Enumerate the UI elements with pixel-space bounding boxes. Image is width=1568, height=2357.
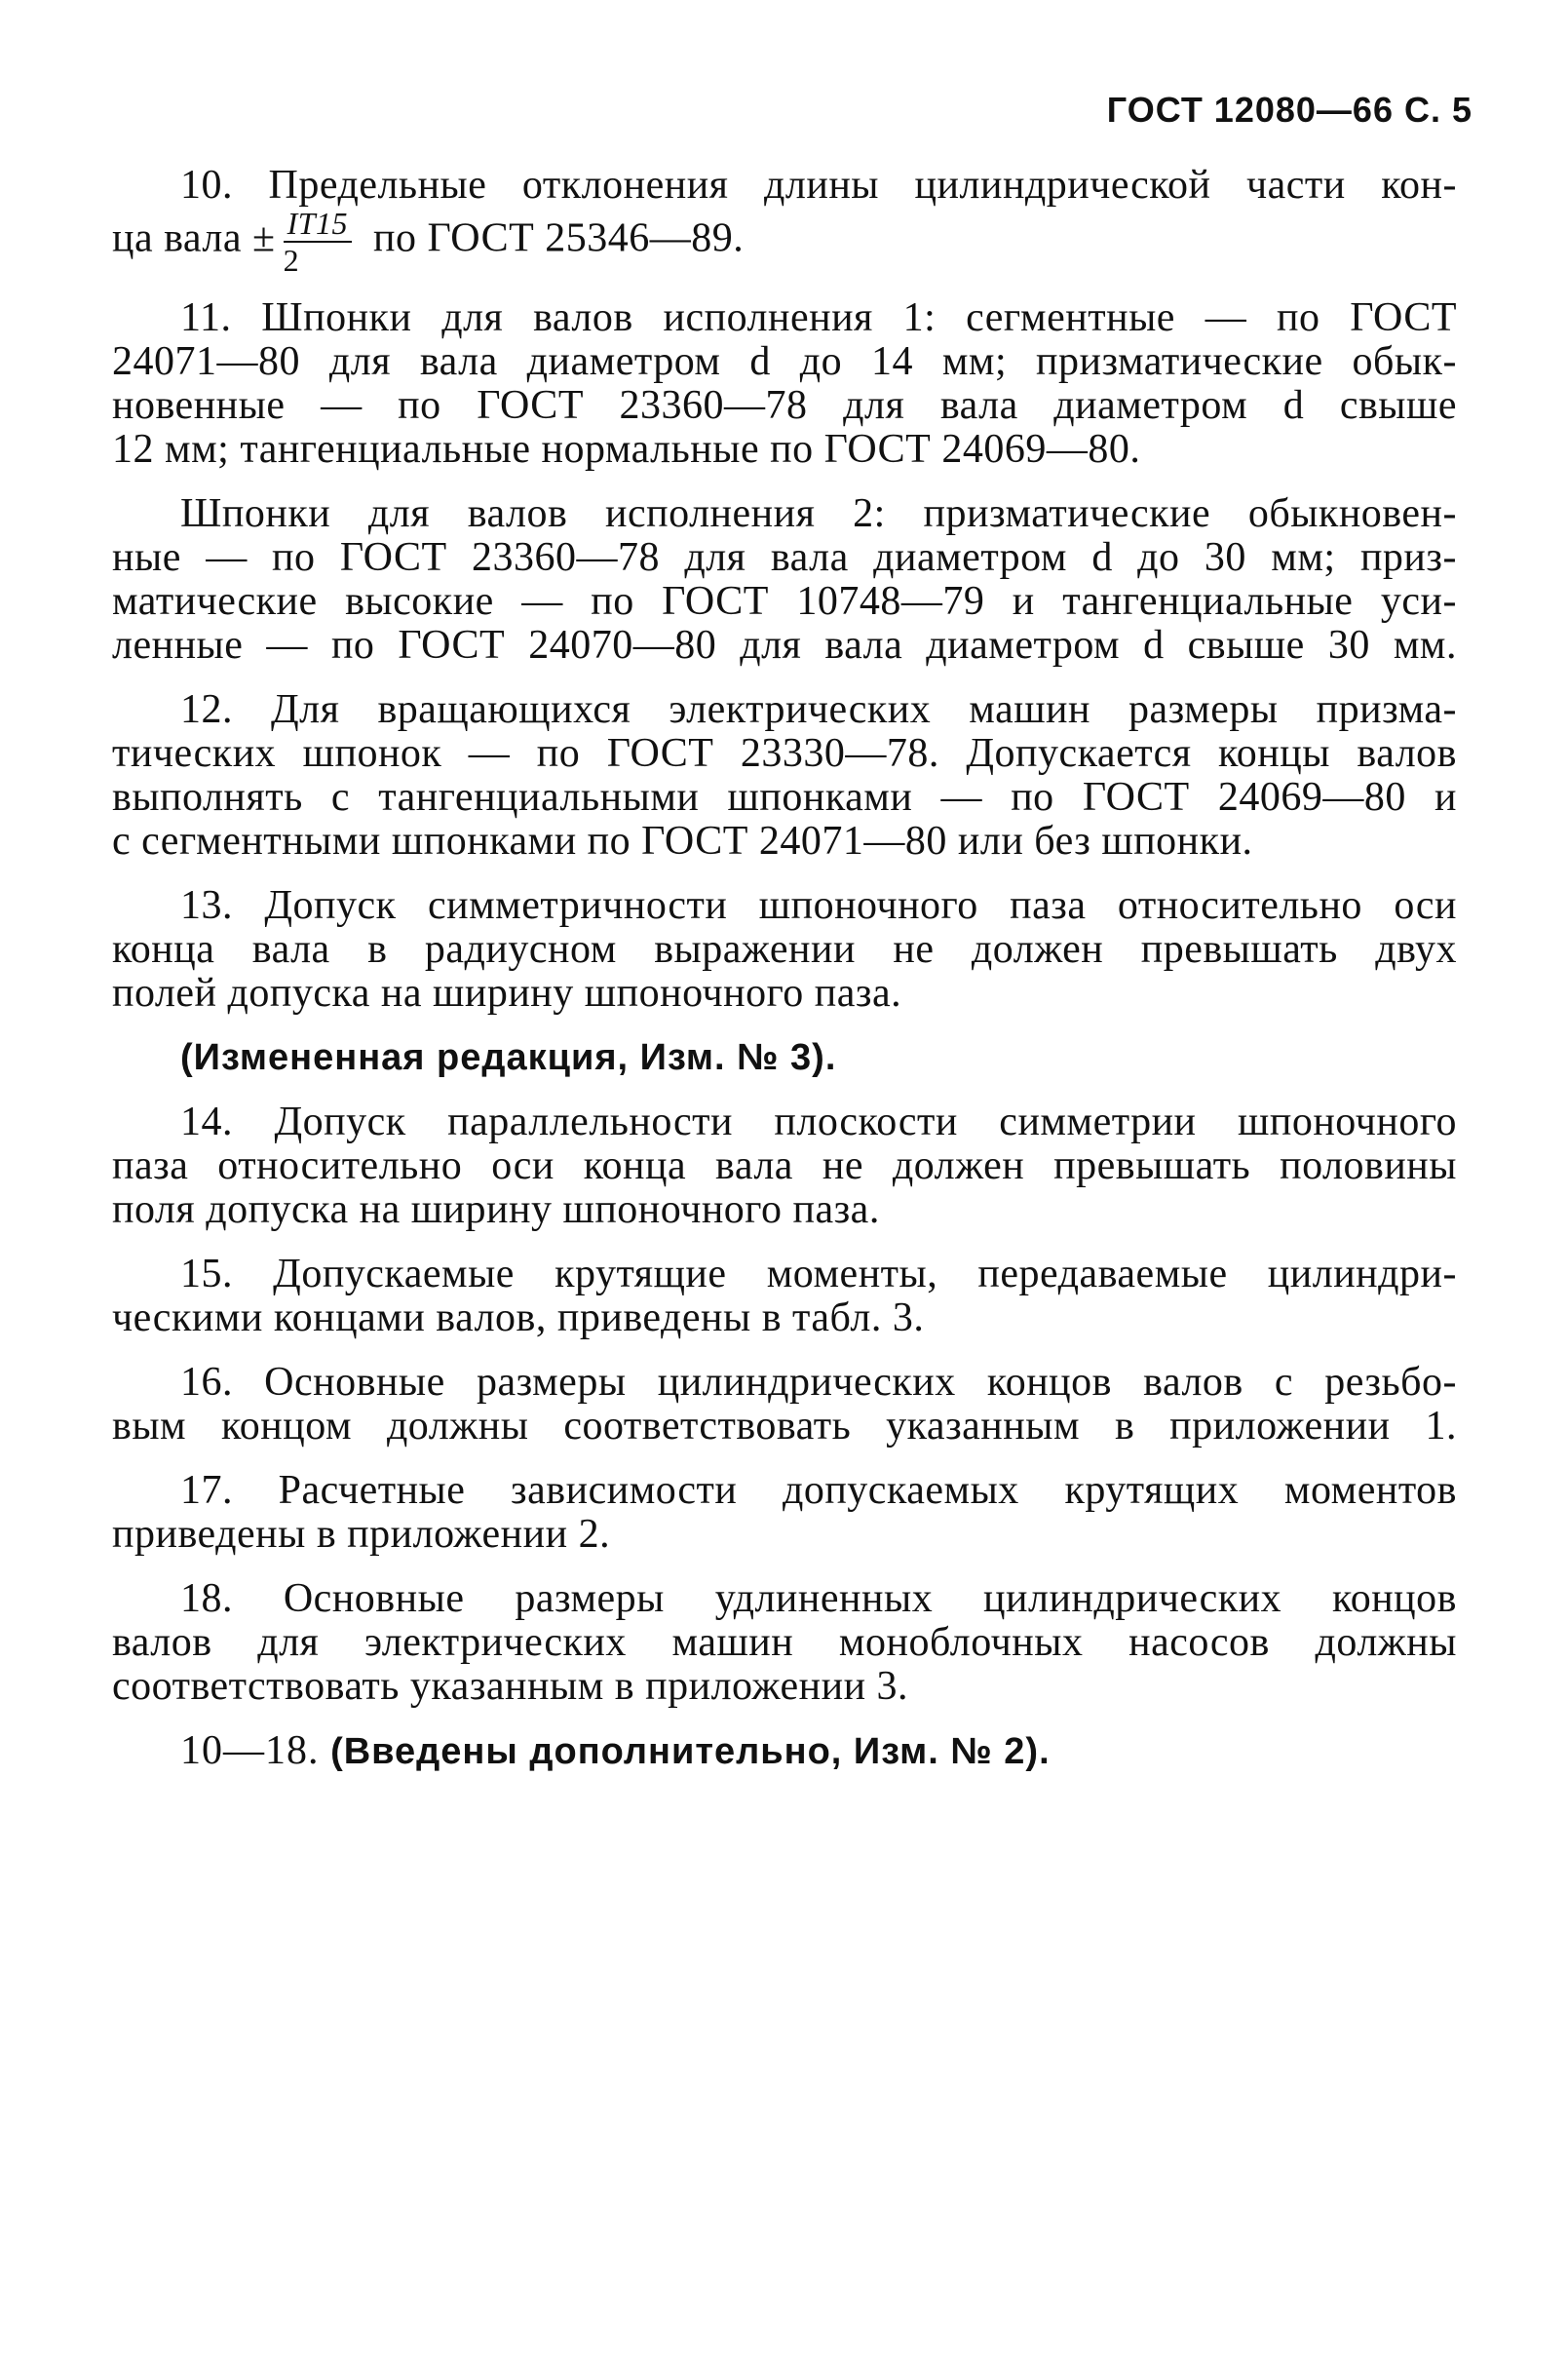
paragraph-text: по ГОСТ 25346—89. xyxy=(373,215,745,261)
paragraph-line: матические высокие — по ГОСТ 10748—79 и тангенциальные уси- xyxy=(112,579,1457,624)
paragraph-line: ные — по ГОСТ 23360—78 для вала диаметром d до 30 мм; приз- xyxy=(112,535,1457,580)
paragraph-line: ленные — по ГОСТ 24070—80 для вала диаметром d свыше 30 мм. xyxy=(112,623,1457,668)
amendment-text: (Введены дополнительно, Изм. № 2). xyxy=(330,1731,1051,1772)
paragraph-line: 12 мм; тангенциальные нормальные по ГОСТ 24069—80. xyxy=(112,427,1141,472)
paragraph-line: 18. Основные размеры удлиненных цилиндрических концов xyxy=(180,1576,1457,1621)
amendment-range: 10—18. xyxy=(180,1728,320,1773)
paragraph-line: полей допуска на ширину шпоночного паза. xyxy=(112,971,902,1016)
fraction-it15 xyxy=(284,208,352,276)
paragraph-line: валов для электрических машин моноблочных насосов должны xyxy=(112,1620,1457,1665)
paragraph-line: выполнять с тангенциальными шпонками — по ГОСТ 24069—80 и xyxy=(112,775,1457,820)
fraction-numerator: IT15 xyxy=(284,208,352,243)
paragraph-line: соответствовать указанным в приложении 3. xyxy=(112,1664,909,1709)
paragraph-11 xyxy=(112,296,1457,472)
paragraph-line: 24071—80 для вала диаметром d до 14 мм; призматические обык- xyxy=(112,339,1457,384)
paragraph-line xyxy=(112,208,1457,276)
paragraph-16 xyxy=(112,1361,1457,1449)
paragraph-line: поля допуска на ширину шпоночного паза. xyxy=(112,1187,880,1232)
page-header: ГОСТ 12080—66 С. 5 xyxy=(1106,90,1472,130)
paragraph-line: новенные — по ГОСТ 23360—78 для вала диаметром d свыше xyxy=(112,383,1457,428)
paragraph-line: 10. Предельные отклонения длины цилиндрической части кон- xyxy=(180,163,1457,208)
paragraph-line: Шпонки для валов исполнения 2: призматические обыкновен- xyxy=(180,491,1457,536)
paragraph-line: паза относительно оси конца вала не должен превышать половины xyxy=(112,1143,1457,1188)
paragraph-line: 12. Для вращающихся электрических машин размеры призма- xyxy=(180,687,1457,732)
paragraph-line: ческими концами валов, приведены в табл. 3. xyxy=(112,1295,925,1340)
paragraph-text: ца вала ± xyxy=(112,215,276,261)
paragraph-10 xyxy=(112,164,1457,276)
paragraph-17 xyxy=(112,1469,1457,1557)
paragraph-line: 16. Основные размеры цилиндрических концов валов с резьбо- xyxy=(180,1360,1457,1405)
paragraph-line: тических шпонок — по ГОСТ 23330—78. Допускается концы валов xyxy=(112,731,1457,776)
paragraph-line: 13. Допуск симметричности шпоночного паза относительно оси xyxy=(180,883,1457,928)
document-body xyxy=(112,164,1457,1795)
paragraph-15 xyxy=(112,1253,1457,1340)
paragraph-line: вым концом должны соответствовать указанным в приложении 1. xyxy=(112,1404,1457,1449)
paragraph-14 xyxy=(112,1101,1457,1232)
paragraph-11-keys-2 xyxy=(112,492,1457,668)
paragraph-line: 15. Допускаемые крутящие моменты, передаваемые цилиндри- xyxy=(180,1252,1457,1296)
paragraph-18 xyxy=(112,1577,1457,1709)
paragraph-line: 17. Расчетные зависимости допускаемых крутящих моментов xyxy=(180,1468,1457,1513)
paragraph-line: с сегментными шпонками по ГОСТ 24071—80 или без шпонки. xyxy=(112,819,1253,864)
paragraph-13 xyxy=(112,884,1457,1016)
paragraph-line: конца вала в радиусном выражении не должен превышать двух xyxy=(112,927,1457,972)
amendment-note-3: (Измененная редакция, Изм. № 3). xyxy=(180,1037,837,1078)
amendment-note-2 xyxy=(112,1729,1457,1774)
paragraph-line: 11. Шпонки для валов исполнения 1: сегментные — по ГОСТ xyxy=(180,295,1457,340)
paragraph-line: 14. Допуск параллельности плоскости симметрии шпоночного xyxy=(180,1100,1457,1144)
paragraph-12 xyxy=(112,688,1457,864)
paragraph-line: приведены в приложении 2. xyxy=(112,1512,611,1557)
fraction-denominator: 2 xyxy=(283,243,300,278)
